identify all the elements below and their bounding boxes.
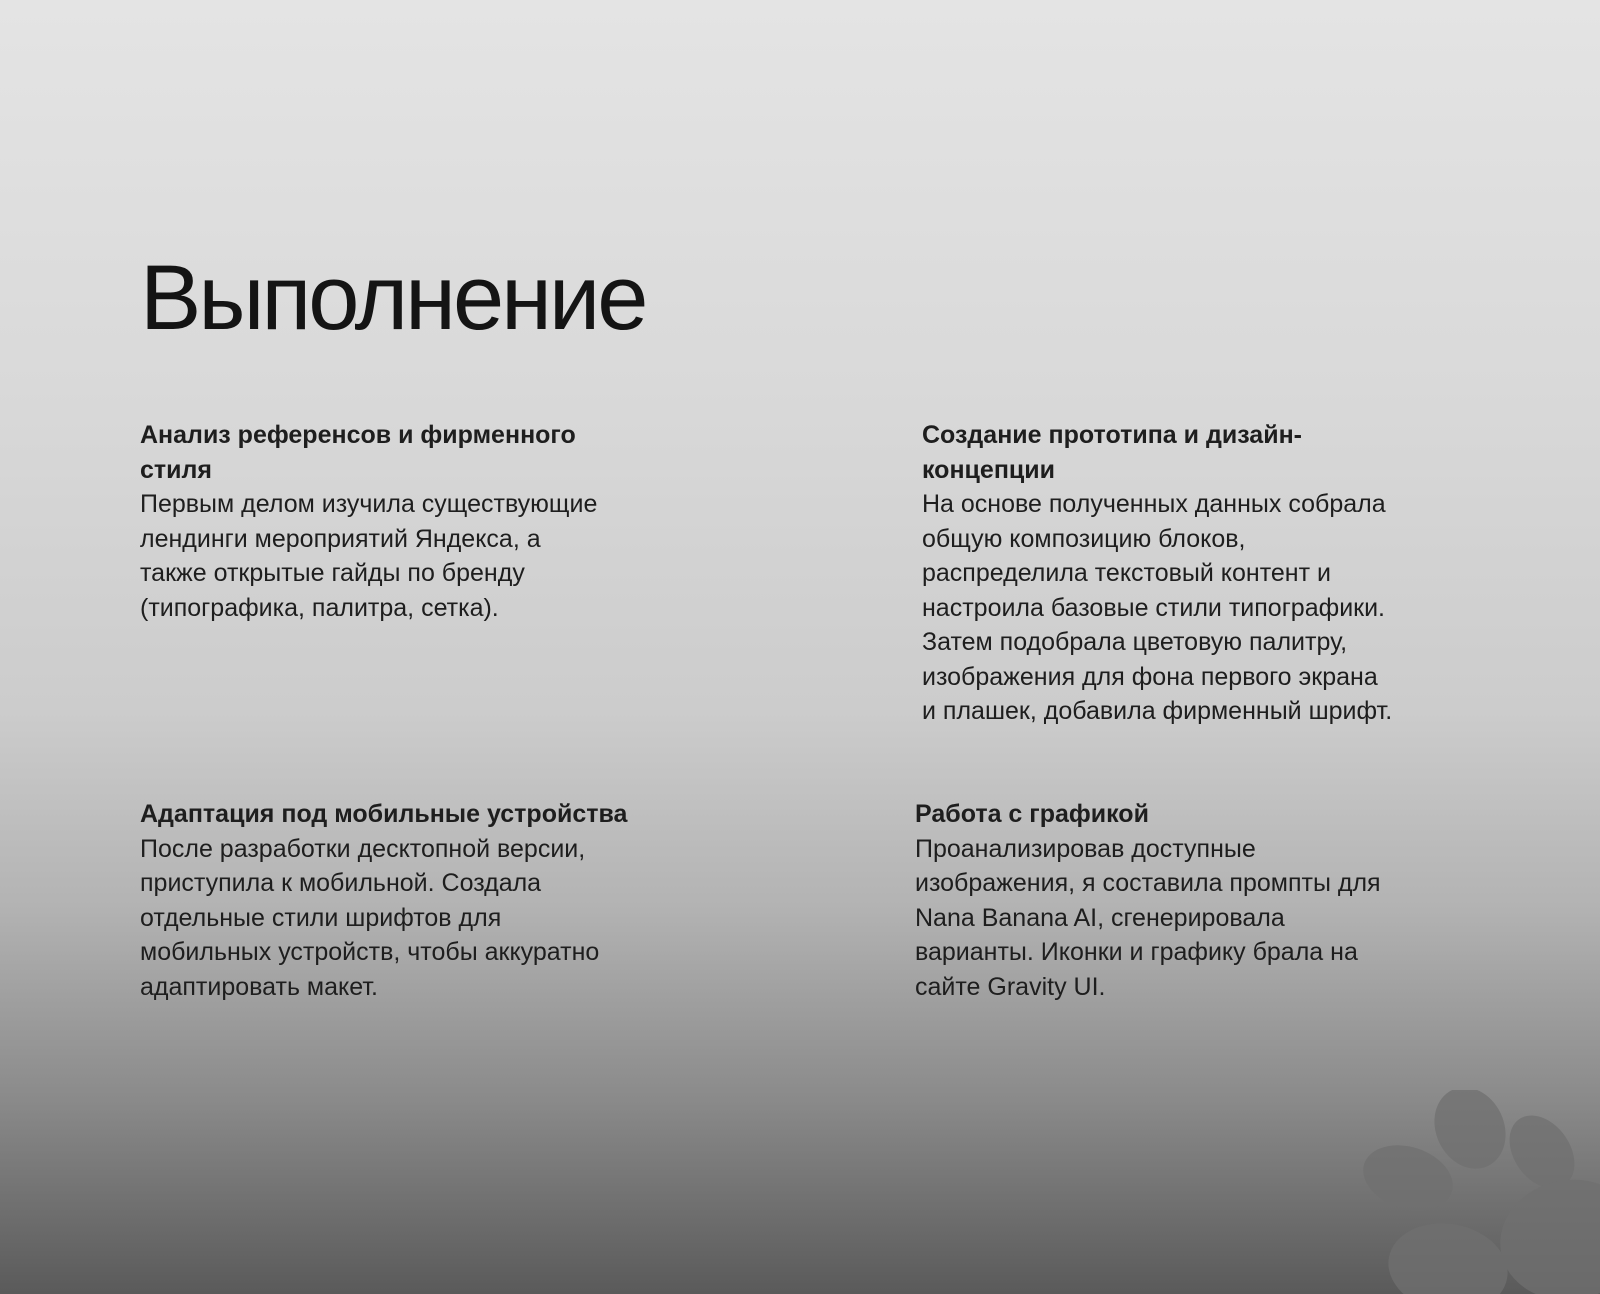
section-text: После разработки десктопной версии, приступила к мобильной. Создала отдельные стили шрифтов для мобильных устройств, чтобы аккуратно адаптировать макет. — [140, 834, 600, 1001]
section-heading: Создание прототипа и дизайн- концепции — [922, 421, 1303, 484]
section-prototype-concept — [922, 418, 1462, 729]
section-text: Проанализировав доступные изображения, я составила промпты для Nana Banana AI, сгенерировала варианты. Иконки и графику брала на сайте Gravity UI. — [915, 834, 1381, 1001]
section-heading: Анализ референсов и фирменного стиля — [140, 421, 576, 484]
section-mobile-adaptation — [140, 797, 660, 1004]
section-text: Первым делом изучила существующие лендинги мероприятий Яндекса, а также открытые гайды по бренду (типографика, палитра, сетка). — [140, 490, 598, 622]
section-text: На основе полученных данных собрала общую композицию блоков, распределила текстовый контент и настроила базовые стили типографики. Затем подобрала цветовую палитру, изображения для фона первого экрана и плашек, добавила фирменный шрифт. — [922, 490, 1393, 725]
section-reference-analysis — [140, 418, 660, 625]
section-heading: Работа с графикой — [915, 800, 1149, 828]
section-heading: Адаптация под мобильные устройства — [140, 800, 628, 828]
section-graphics-work — [915, 797, 1435, 1004]
page-title: Выполнение — [140, 247, 646, 349]
paw-print-icon — [1360, 1090, 1600, 1294]
